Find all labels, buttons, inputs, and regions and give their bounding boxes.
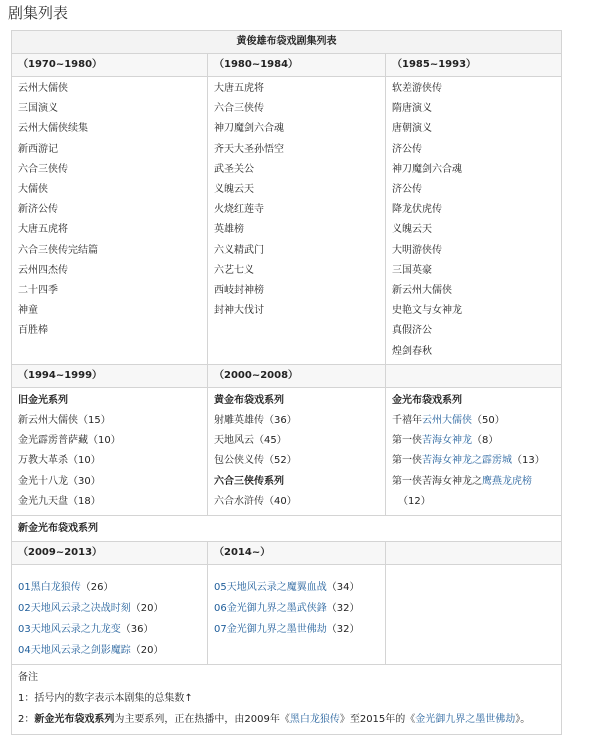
list-item: 英雄榜 bbox=[214, 224, 244, 236]
list-item: 六合三侠传 bbox=[18, 163, 68, 175]
series-link[interactable]: 云州大儒侠 bbox=[422, 415, 472, 427]
list-item: 金光霹雳普萨藏（10） bbox=[18, 435, 121, 447]
period-header bbox=[386, 542, 562, 565]
list-row-3 bbox=[12, 565, 562, 665]
list-item: 新西游记 bbox=[18, 143, 58, 155]
list-item: 云州大儒侠续集 bbox=[18, 123, 88, 135]
list-item: 新云州大儒侠 bbox=[392, 285, 452, 297]
list-row-2 bbox=[12, 387, 562, 515]
series-heading: 旧金光系列 bbox=[18, 394, 68, 406]
period-header: （2014~） bbox=[208, 542, 386, 565]
list-item: 软差游侠传 bbox=[392, 83, 442, 94]
item-number: 03 bbox=[18, 624, 31, 636]
list-item: 史艳文与女神龙 bbox=[392, 305, 462, 317]
series-link[interactable]: 天地风云录之九龙变 bbox=[30, 624, 121, 636]
list-item: 唐朝演义 bbox=[392, 123, 432, 135]
item-prefix: 第一侠 bbox=[392, 435, 422, 447]
list-item: 降龙伏虎传 bbox=[392, 204, 442, 216]
new-series-col-1 bbox=[12, 565, 208, 665]
list-item bbox=[392, 472, 555, 492]
list-item: 隋唐演义 bbox=[392, 103, 432, 115]
list-item: 六艺七义 bbox=[214, 264, 254, 276]
period-row-1 bbox=[12, 54, 562, 77]
note-1: 1：括号内的数字表示本剧集的总集数↑ bbox=[18, 693, 193, 705]
series-link[interactable]: 天地风云录之决战时刻 bbox=[30, 603, 131, 615]
list-item: 大儒侠 bbox=[18, 184, 48, 196]
item-count: （20） bbox=[130, 603, 164, 615]
note-2-text-a: 为主要系列，正在热播中，由2009年《 bbox=[114, 714, 290, 726]
old-golden-light-column bbox=[12, 387, 208, 515]
period-header: （1985~1993） bbox=[386, 54, 562, 77]
list-item: 神刀魔剑六合魂 bbox=[214, 123, 284, 135]
table-title-row bbox=[12, 31, 562, 54]
list-item: 金光十八龙（30） bbox=[18, 475, 101, 487]
list-item bbox=[18, 577, 201, 598]
note-2-bold: 新金光布袋戏系列 bbox=[34, 714, 115, 726]
note-2-text-c: 》。 bbox=[515, 714, 531, 726]
note-link-2[interactable]: 金光御九界之墨世佛劫 bbox=[415, 714, 516, 726]
list-item bbox=[392, 411, 555, 431]
period-row-3 bbox=[12, 542, 562, 565]
series-link[interactable]: 鹰燕龙虎榜 bbox=[482, 475, 532, 487]
list-item: 百胜棒 bbox=[18, 325, 48, 337]
list-item: 新云州大儒侠（15） bbox=[18, 415, 111, 427]
item-prefix: 千禧年 bbox=[392, 415, 422, 427]
item-number: 07 bbox=[214, 624, 227, 636]
notes-label: 备注 bbox=[18, 672, 38, 684]
golden-puppet-column bbox=[208, 387, 386, 515]
item-number: 06 bbox=[214, 603, 227, 615]
list-item: 封神大伐讨 bbox=[214, 305, 264, 317]
item-count: （36） bbox=[120, 624, 154, 636]
period-header: （2009~2013） bbox=[12, 542, 208, 565]
period-header: （2000~2008） bbox=[208, 364, 386, 387]
list-item bbox=[18, 619, 201, 640]
list-item: 万教大革杀（10） bbox=[18, 455, 101, 467]
list-item: 二十四季 bbox=[18, 285, 58, 297]
golden-light-column bbox=[386, 387, 562, 515]
list-item: 济公传 bbox=[392, 143, 422, 155]
note-2 bbox=[18, 709, 555, 730]
list-item: 云州大儒侠 bbox=[18, 83, 68, 94]
item-count: （50） bbox=[472, 415, 505, 427]
period-row-2 bbox=[12, 364, 562, 387]
series-link[interactable]: 金光御九界之墨武侠鋒 bbox=[226, 603, 327, 615]
list-item: 大唐五虎将 bbox=[18, 224, 68, 236]
series-table bbox=[11, 30, 562, 735]
notes-cell bbox=[12, 665, 562, 735]
series-heading: 黄金布袋戏系列 bbox=[214, 394, 284, 406]
list-col-1970 bbox=[12, 77, 208, 365]
item-count: （12） bbox=[398, 495, 431, 507]
list-col-1980 bbox=[208, 77, 386, 365]
list-item bbox=[214, 598, 379, 619]
notes-row bbox=[12, 665, 562, 735]
list-col-1985 bbox=[386, 77, 562, 365]
table-title: 黄俊雄布袋戏剧集列表 bbox=[12, 31, 562, 54]
new-series-row bbox=[12, 516, 562, 542]
item-prefix: 第一侠苦海女神龙之 bbox=[392, 475, 482, 487]
list-item: 包公侠义传（52） bbox=[214, 455, 297, 467]
list-item: 六合水浒传（40） bbox=[214, 495, 297, 507]
list-item: 天地风云（45） bbox=[214, 435, 287, 447]
period-header: （1970~1980） bbox=[12, 54, 208, 77]
list-item: 义魄云天 bbox=[392, 224, 432, 236]
series-link[interactable]: 天地风云录之剑影魔踪 bbox=[30, 645, 131, 657]
list-item: 武圣关公 bbox=[214, 163, 254, 175]
list-item: 新济公传 bbox=[18, 204, 58, 216]
list-item: 神刀魔剑六合魂 bbox=[392, 163, 462, 175]
item-number: 05 bbox=[214, 582, 227, 594]
list-item: 真假济公 bbox=[392, 325, 432, 337]
list-item: 三国英豪 bbox=[392, 264, 432, 276]
list-item bbox=[392, 492, 555, 512]
period-header: （1980~1984） bbox=[208, 54, 386, 77]
series-link[interactable]: 金光御九界之墨世佛劫 bbox=[226, 624, 327, 636]
series-heading: 六合三侠传系列 bbox=[214, 475, 284, 487]
period-header bbox=[386, 364, 562, 387]
series-link[interactable]: 天地风云录之魔翼血战 bbox=[226, 582, 327, 594]
list-item bbox=[18, 598, 201, 619]
list-item: 金光九天盘（18） bbox=[18, 495, 101, 507]
list-item: 齐天大圣孙悟空 bbox=[214, 143, 284, 155]
list-item: 神童 bbox=[18, 305, 38, 317]
list-item bbox=[18, 640, 201, 661]
page-title: 剧集列表 bbox=[8, 4, 69, 22]
item-count: （32） bbox=[326, 603, 360, 615]
list-item: 煌剑春秋 bbox=[392, 345, 432, 357]
list-item: 西岐封神榜 bbox=[214, 285, 264, 297]
list-item: 济公传 bbox=[392, 184, 422, 196]
list-item: 射雕英雄传（36） bbox=[214, 415, 297, 427]
list-item: 六合三侠传完结篇 bbox=[18, 244, 98, 256]
list-item: 大明游侠传 bbox=[392, 244, 442, 256]
note-2-prefix: 2： bbox=[18, 714, 35, 726]
list-item bbox=[214, 619, 379, 640]
note-2-text-b: 》至2015年的《 bbox=[339, 714, 416, 726]
series-link[interactable]: 苦海女神龙 bbox=[422, 435, 472, 447]
item-number: 01 bbox=[18, 582, 31, 594]
list-item bbox=[214, 577, 379, 598]
item-count: （34） bbox=[326, 582, 360, 594]
item-count: （20） bbox=[130, 645, 164, 657]
list-item: 六合三侠传 bbox=[214, 103, 264, 115]
list-item bbox=[392, 451, 555, 471]
item-count: （26） bbox=[80, 582, 114, 594]
list-item: 云州四杰传 bbox=[18, 264, 68, 276]
note-link-1[interactable]: 黑白龙狼传 bbox=[289, 714, 340, 726]
list-item: 义魄云天 bbox=[214, 184, 254, 196]
list-item: 大唐五虎将 bbox=[214, 83, 264, 94]
series-heading: 金光布袋戏系列 bbox=[392, 394, 462, 406]
series-link[interactable]: 黑白龙狼传 bbox=[30, 582, 81, 594]
item-number: 02 bbox=[18, 603, 31, 615]
item-count: （13） bbox=[512, 455, 545, 467]
list-item: 六义精武门 bbox=[214, 244, 264, 256]
list-row-1 bbox=[12, 77, 562, 365]
item-number: 04 bbox=[18, 645, 31, 657]
new-series-col-2 bbox=[208, 565, 386, 665]
list-item: 火烧红莲寺 bbox=[214, 204, 264, 216]
new-series-title: 新金光布袋戏系列 bbox=[12, 516, 562, 542]
item-count: （32） bbox=[326, 624, 360, 636]
series-link[interactable]: 苦海女神龙之霹雳城 bbox=[422, 455, 512, 467]
list-item bbox=[392, 431, 555, 451]
item-count: （8） bbox=[472, 435, 499, 447]
period-header: （1994~1999） bbox=[12, 364, 208, 387]
item-prefix: 第一侠 bbox=[392, 455, 422, 467]
list-item: 三国演义 bbox=[18, 103, 58, 115]
empty-cell bbox=[386, 565, 562, 665]
